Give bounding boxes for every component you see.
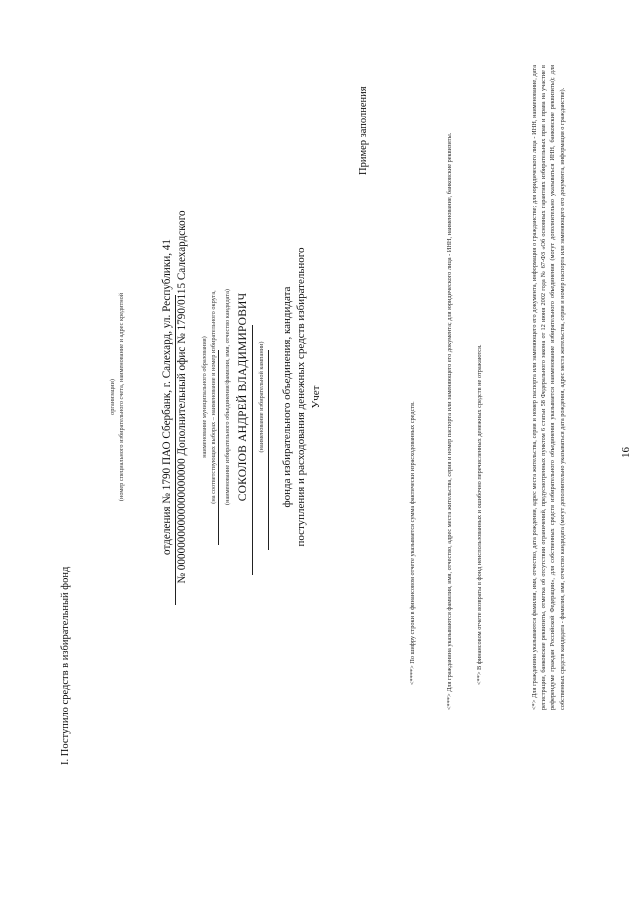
footnote-1: <*> Для гражданина указываются фамилия, имя, отчество, дата рождения, адрес места жительства, серия и номер паспорта или заменяющего его документа, информация о гражданстве; для юридического лица - ИНН, наименование, дата регистрации, банковские реквизиты, отметка об отсутствии ограничений, предусмотренных пунктом 6 статьи 58 Федерального закона от 12 июня 2002 года № 67-ФЗ «Об основных гарантиях избирательных прав и права на участие в референдуме граждан Российской Федерации», для собственных средств избирательного объединения указывается наименование избирательного объединения (могут дополнительно указываться ИНН, банковские реквизиты); для собственных средств кандидата - фамилия, имя, отчество кандидата (могут дополнительно указываться дата рождения, адрес места жительства, серия и номер паспорта или заменяющего его документа, информация о гражданстве). xyxy=(531,65,566,710)
title-line-3: фонда избирательного объединения, кандидата xyxy=(281,286,293,508)
account-line-1: № 00000000000000000000 Дополнительный офис № 1790/0115 Салехардского xyxy=(176,210,188,584)
sample-label: Пример заполнения xyxy=(358,86,369,175)
footnote-3: <***> Для гражданина указываются фамилия, имя, отчество, адрес места жительства, серия и номер паспорта или заменяющего его документа; для юридического лица - ИНН, наименование, банковские реквизиты. xyxy=(446,132,453,710)
campaign-underline xyxy=(268,350,269,550)
page-number: 16 xyxy=(620,447,632,458)
candidate-underline xyxy=(252,325,253,575)
candidate-caption: (наименование избирательного объединения/фамилия, имя, отчество кандидата) xyxy=(224,288,231,506)
district-caption-line-1: (на соответствующих выборах – наименование и номер избирательного округа, xyxy=(210,290,217,504)
title-line-1: Учет xyxy=(310,385,322,409)
district-underline xyxy=(218,350,219,545)
district-caption-line-2: наименование муниципального образования) xyxy=(201,336,208,458)
account-caption-line-1: (номер специального избирательного счета, наименование и адрес кредитной xyxy=(118,292,125,502)
account-caption-line-2: организации) xyxy=(109,379,116,415)
candidate-name: СОКОЛОВ АНДРЕЙ ВЛАДИМИРОВИЧ xyxy=(237,292,249,502)
account-line-2: отделения № 1790 ПАО Сбербанк, г. Салехард, ул. Республики, 41 xyxy=(161,239,173,555)
title-line-2: поступления и расходования денежных средств избирательного xyxy=(295,247,307,547)
account-underline xyxy=(175,295,176,605)
section-title: I. Поступило средств в избирательный фонд xyxy=(60,566,71,765)
footnote-2: <**> В финансовом отчете возвраты в фонд неиспользованных и ошибочно перечисленных денежных средств не отражаются. xyxy=(476,344,483,685)
campaign-caption: (наименование избирательной кампании) xyxy=(258,341,265,453)
footnote-4: <****> По шифру строки в финансовом отчете указывается сумма фактически израсходованных средств. xyxy=(409,401,416,685)
